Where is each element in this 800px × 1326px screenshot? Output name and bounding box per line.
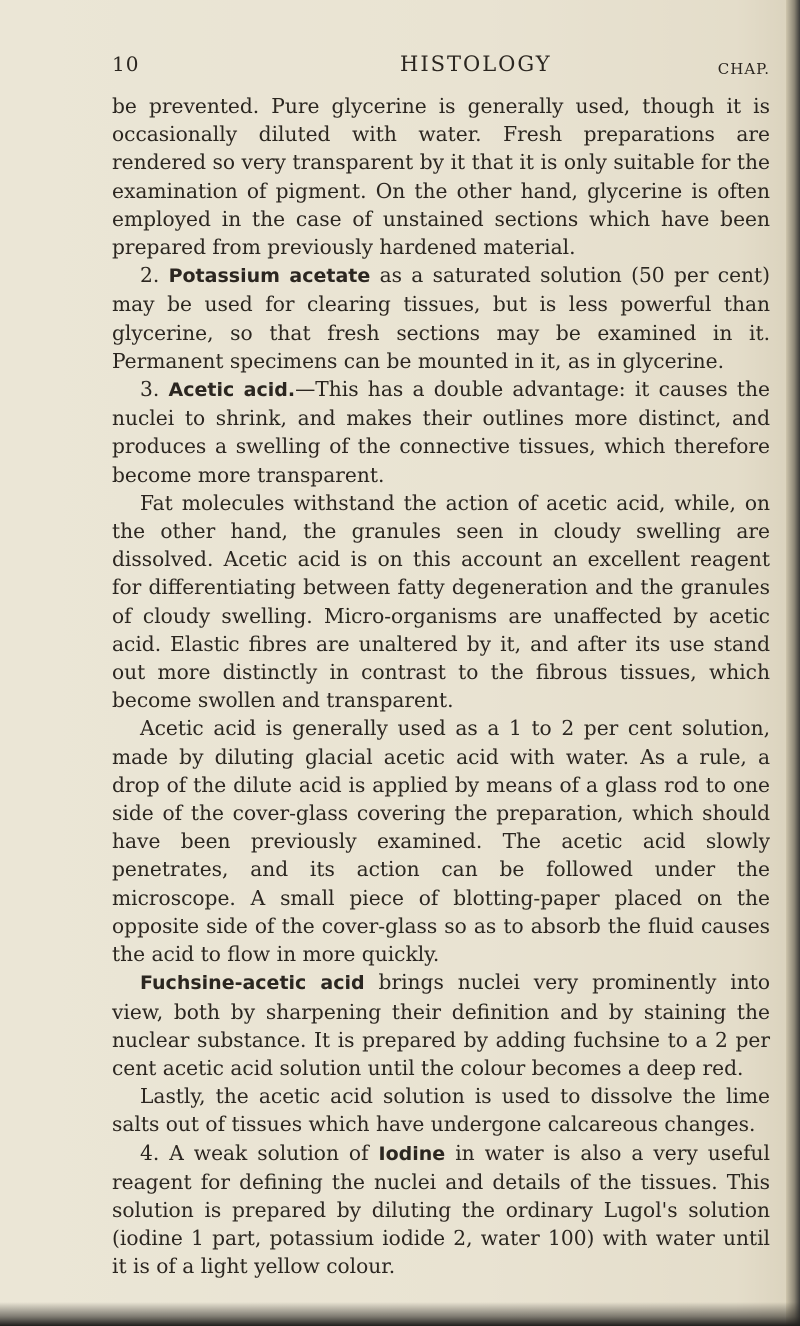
chapter-mark: CHAP.	[717, 60, 770, 78]
section-heading: Acetic acid.	[168, 379, 296, 402]
paragraph-potassium-acetate: 2. Potassium acetate as a saturated solution (50 per cent) may be used for clearing tissues, but is less powerful than glycerine, so that fresh sections may be examined in it. Permanent specimens can be mounted in it, as in glycerine.	[112, 263, 771, 373]
page-header	[112, 52, 770, 80]
paragraph-lime-salts: Lastly, the acetic acid solution is used to dissolve the lime salts out of tissues which have undergone calcareous changes.	[112, 1084, 770, 1137]
body-text	[112, 92, 770, 1281]
section-heading: Iodine	[378, 1142, 446, 1165]
paragraph-glycerine-cont: be prevented. Pure glycerine is generally used, though it is occasionally diluted with water. Fresh preparations are rendered so very transparent by it that it is only suitable for the examination of pigment. On the other hand, glycerine is often employed in the case of unstained sections which have been prepared from previously hardened material.	[112, 94, 770, 260]
paragraph-iodine: 4. A weak solution of Iodine in water is also a very useful reagent for defining the nuclei and details of the tissues. This solution is prepared by diluting the ordinary Lugol's solution (iodine 1 part, potassium iodide 2, water 100) with water until it is of a light yellow colour.	[112, 1140, 771, 1279]
running-title: HISTOLOGY	[400, 52, 552, 76]
paragraph-acetic-acid: 3. Acetic acid.—This has a double advantage: it causes the nuclei to shrink, and makes their outlines more distinct, and produces a swelling of the connective tissues, which therefore become more transparent.	[112, 377, 770, 487]
page-bottom-shadow	[0, 1302, 800, 1326]
page-edge-shadow	[786, 0, 800, 1326]
paragraph-acetic-solution: Acetic acid is generally used as a 1 to 2 per cent solution, made by diluting glacial acetic acid with water. As a rule, a drop of the dilute acid is applied by means of a glass rod to one side of the cover-glass covering the preparation, which should have been previously examined. The acetic acid slowly penetrates, and its action can be followed under the microscope. A small piece of blotting-paper placed on the opposite side of the cover-glass so as to absorb the fluid causes the acid to flow in more quickly.	[112, 716, 770, 967]
paragraph-fat-molecules: Fat molecules withstand the action of acetic acid, while, on the other hand, the granules seen in cloudy swelling are dissolved. Acetic acid is on this account an excellent reagent for differentiating between fatty degeneration and the granules of cloudy swelling. Micro-organisms are unaffected by acetic acid. Elastic fibres are unaltered by it, and after its use stand out more distinctly in contrast to the fibrous tissues, which become swollen and transparent.	[112, 490, 770, 713]
section-heading: Potassium acetate	[168, 265, 371, 288]
paragraph-fuchsine: Fuchsine-acetic acid brings nuclei very prominently into view, both by sharpening their definition and by staining the nuclear substance. It is prepared by adding fuchsine to a 2 per cent acetic acid solution until the colour becomes a deep red.	[112, 970, 770, 1080]
page-number: 10	[112, 52, 140, 76]
section-heading: Fuchsine-acetic acid	[140, 972, 365, 995]
